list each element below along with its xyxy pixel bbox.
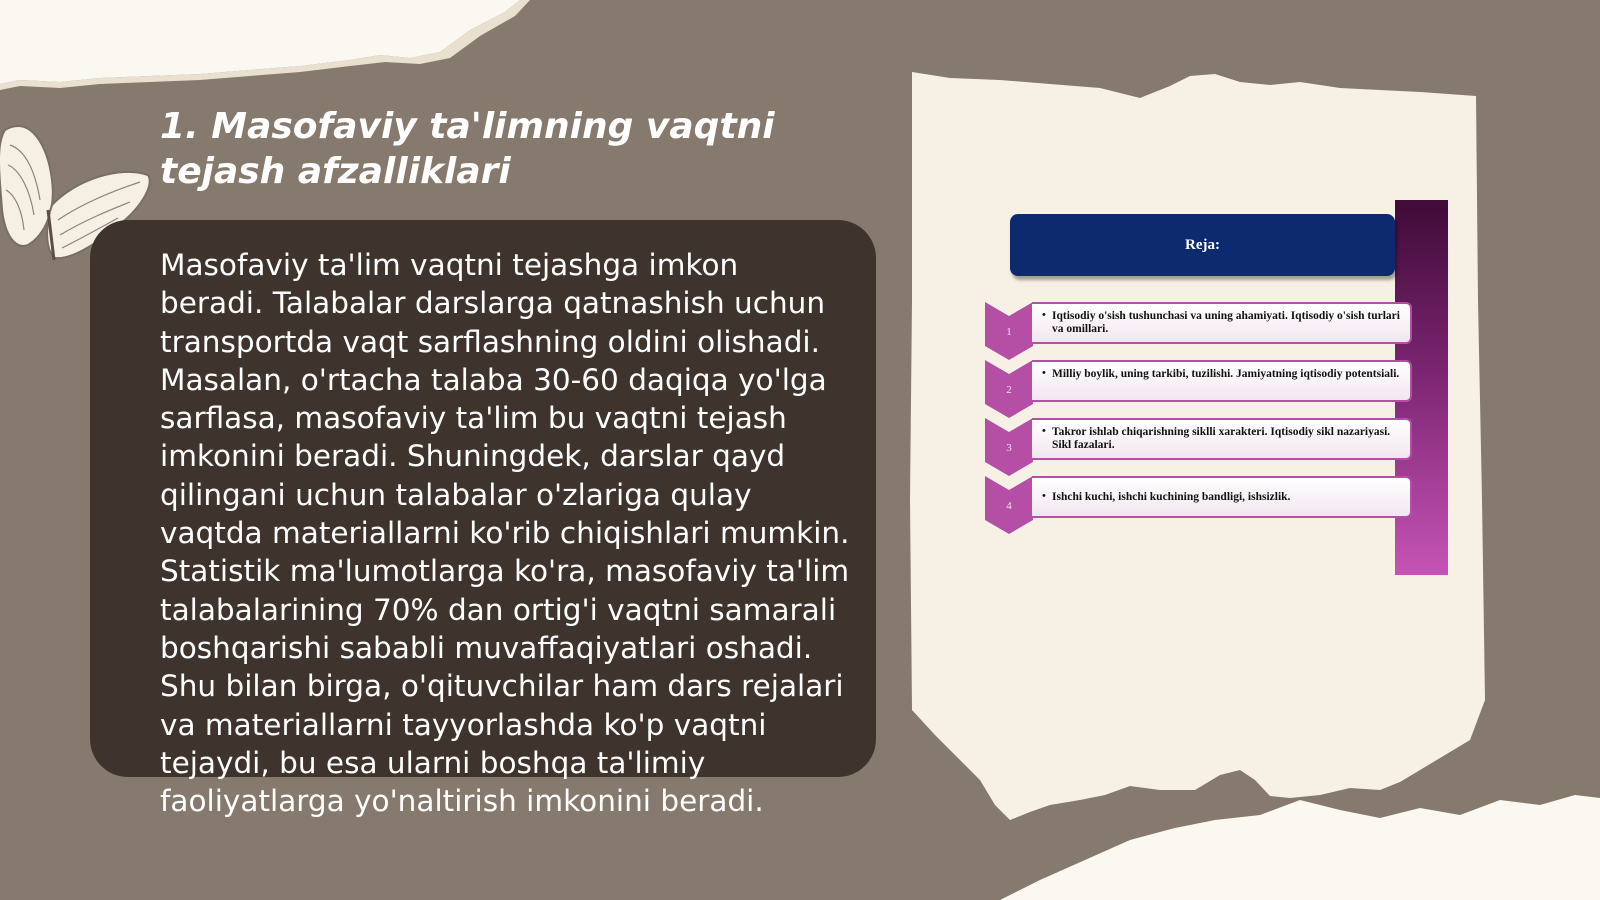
plan-item [985,476,1425,536]
plan-item [985,302,1425,362]
plan-item-bullet: • [1042,425,1046,437]
plan-header: Reja: [1010,214,1395,276]
plan-item-box [1032,418,1412,460]
body-text: Masofaviy ta'lim vaqtni tejashga imkon beradi. Talabalar darslarga qatnashish uchun transportda vaqt sarflashning oldini olishadi. Masalan, o'rtacha talaba 30-60 daqiqa yo'lga sarflasa, masofaviy ta'lim bu vaqtni tejash imkonini beradi. Shuningdek, darslar qayd qilingani uchun talabalar o'zlariga qulay vaqtda materiallarni ko'rib chiqishlari mumkin. Statistik ma'lumotlarga ko'ra, masofaviy ta'lim talabalarining 70% dan ortig'i vaqtni samarali boshqarishi sababli muvaffaqiyatlari oshadi. Shu bilan birga, o'qituvchilar ham dars rejalari va materiallarni tayyorlashda ko'p vaqtni tejaydi, bu esa ularni boshqa ta'limiy faoliyatlarga yo'naltirish imkonini beradi. [160,248,850,819]
plan-item-number: 4 [1006,500,1012,512]
plan-item-bullet: • [1042,490,1046,502]
plan-item-text: Iqtisodiy o'sish tushunchasi va uning ahamiyati. Iqtisodiy o'sish turlari va omillari. [1052,310,1400,335]
plan-item [985,360,1425,420]
plan-item-text: Ishchi kuchi, ishchi kuchining bandligi, ishsizlik. [1052,491,1291,503]
plan-item-bullet: • [1042,367,1046,379]
plan-item [985,418,1425,478]
chevron-icon [985,476,1033,556]
plan-item-number: 1 [1006,326,1012,338]
plan-item-text: Takror ishlab chiqarishning siklli xarakteri. Iqtisodiy sikl nazariyasi. Sikl fazalari. [1052,426,1391,451]
plan-image [985,200,1450,580]
slide-title: 1. Masofaviy ta'limning vaqtni tejash afzalliklari [160,106,775,192]
plan-item-box [1032,360,1412,402]
plan-item-number: 3 [1006,442,1012,454]
plan-item-number: 2 [1006,384,1012,396]
plan-item-box [1032,302,1412,344]
plan-item-bullet: • [1042,309,1046,321]
plan-item-box [1032,476,1412,518]
plan-item-text: Milliy boylik, uning tarkibi, tuzilishi. Jamiyatning iqtisodiy potentsiali. [1052,368,1400,380]
